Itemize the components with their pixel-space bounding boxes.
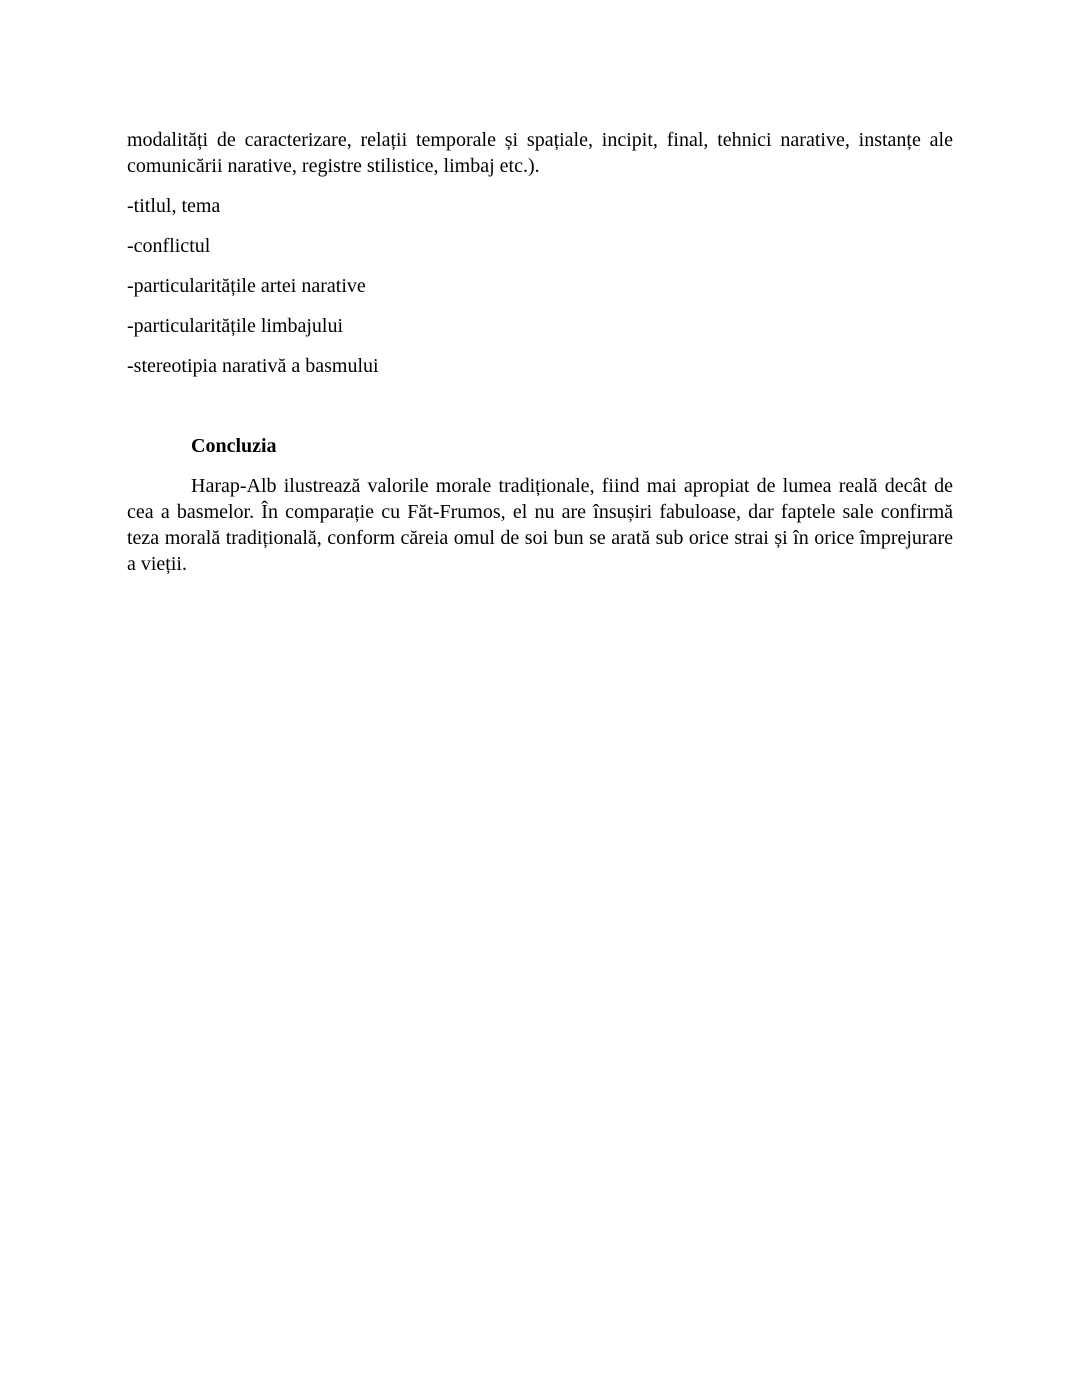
list-item: -particularitățile limbajului bbox=[127, 315, 344, 337]
list-item: -stereotipia narativă a basmului bbox=[127, 355, 379, 377]
conclusion-paragraph: Harap-Alb ilustrează valorile morale tradiționale, fiind mai apropiat de lumea reală decât de cea a basmelor. În comparație cu Făt-Frumos, el nu are însușiri fabuloase, dar faptele sale confirmă teza morală tradițională, conform căreia omul de soi bun se arată sub orice strai și în orice împrejurare a vieții. bbox=[127, 475, 953, 575]
list-item: -titlul, tema bbox=[127, 195, 221, 217]
page-content bbox=[127, 127, 953, 577]
topic-list bbox=[127, 193, 953, 379]
list-item: -particularitățile artei narative bbox=[127, 275, 366, 297]
conclusion-heading: Concluzia bbox=[191, 435, 277, 457]
list-item: -conflictul bbox=[127, 235, 211, 257]
intro-paragraph: modalități de caracterizare, relații temporale și spațiale, incipit, final, tehnici narative, instanțe ale comunicării narative, registre stilistice, limbaj etc.). bbox=[127, 129, 953, 177]
